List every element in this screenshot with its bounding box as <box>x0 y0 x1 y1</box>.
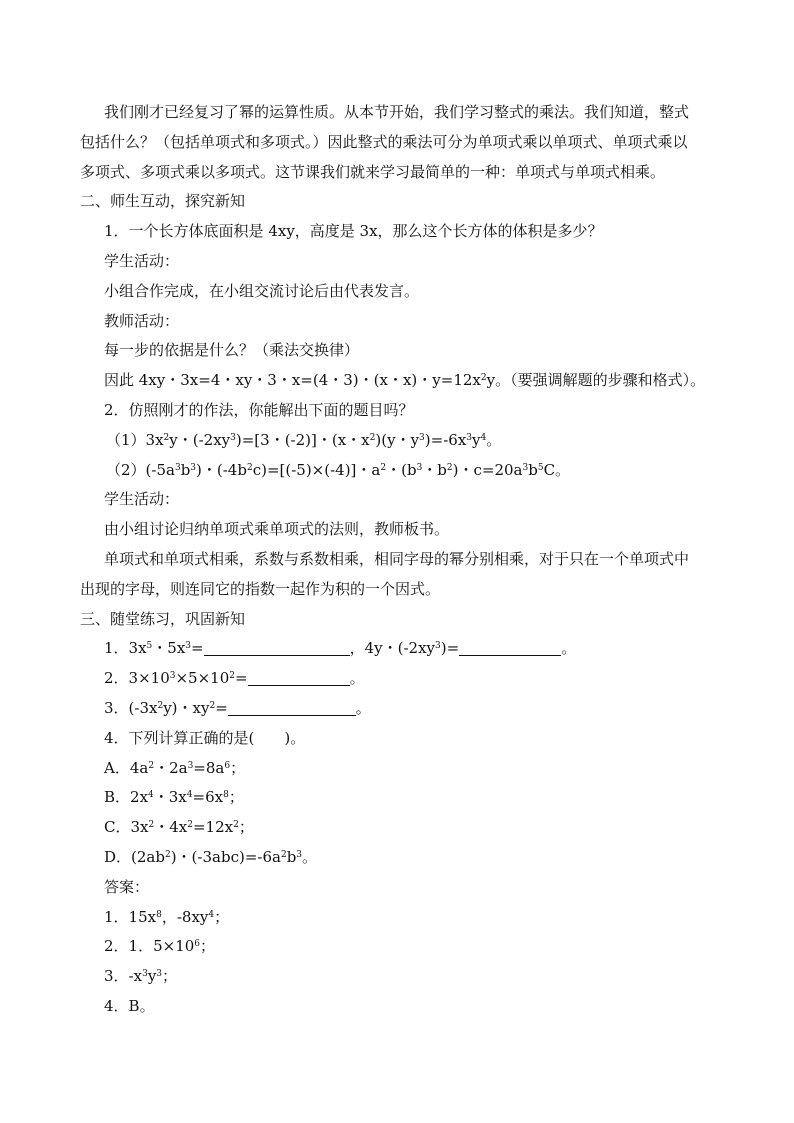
question-2: 2．仿照刚才的作法，你能解出下面的题目吗？ <box>104 400 414 419</box>
expr-part: ・3x <box>153 788 187 807</box>
exponent: 3 <box>169 671 176 682</box>
therefore-equation-part: y。（要强调解题的步骤和格式）。 <box>486 371 706 390</box>
section-2-heading: 二、师生互动，探究新知 <box>80 192 246 211</box>
expr-part: )(y・y <box>375 430 420 449</box>
rule-line-2: 出现的字母，则连同它的指数一起作为积的一个因式。 <box>80 579 441 598</box>
expr-part: )=-6x <box>424 430 467 449</box>
expr-part: ； <box>230 758 246 777</box>
expr-part: 3．(-3x <box>104 698 158 717</box>
expr-part: )=[3・(-2)]・(x・x <box>235 430 370 449</box>
intro-line-1: 我们刚才已经复习了幂的运算性质。从本节开始，我们学习整式的乘法。我们知道，整式 <box>104 103 690 121</box>
exponent: 3 <box>435 641 441 652</box>
expr-part: y)・xy <box>163 698 210 717</box>
exponent: 2 <box>280 849 287 860</box>
option-b <box>80 783 730 813</box>
answer-blank[interactable] <box>459 641 561 656</box>
expr-part: ； <box>200 937 216 956</box>
exponent: 2 <box>163 432 170 443</box>
exponent: 2 <box>446 462 453 473</box>
expr-part: 2．3×10 <box>104 669 170 688</box>
expr-part: = <box>191 639 204 658</box>
student-activity-label: 学生活动： <box>104 251 180 270</box>
expr-part: b <box>286 847 297 866</box>
exponent: 3 <box>156 969 163 980</box>
student-activity-text: 由小组讨论归纳单项式乘单项式的法则，教师板书。 <box>104 520 450 539</box>
teacher-activity-label: 教师活动： <box>104 311 180 330</box>
answer-4: 4．B。 <box>104 996 155 1015</box>
expr-part: y・(-2xy <box>169 430 231 449</box>
exponent: 3 <box>296 849 303 860</box>
question-1: 1．一个长方体底面积是 4xy，高度是 3x，那么这个长方体的体积是多少？ <box>104 222 603 241</box>
answer-1 <box>80 903 730 933</box>
answer-3 <box>80 962 730 992</box>
expr-part: （1）3x <box>106 430 164 449</box>
expr-part: ・2a <box>154 758 188 777</box>
exponent: 3 <box>187 760 194 771</box>
exponent: 2 <box>233 820 239 831</box>
exponent: 2 <box>480 373 487 384</box>
expr-part: 1．3x <box>104 639 147 658</box>
expr-part: = <box>235 669 248 688</box>
practice-3 <box>80 694 730 724</box>
answer-2 <box>80 932 730 962</box>
exponent: 2 <box>229 671 235 682</box>
exponent: 3 <box>174 462 181 473</box>
expr-part: ・5x <box>152 639 186 658</box>
expr-part: b <box>180 460 191 479</box>
exponent: 4 <box>208 909 215 920</box>
practice-1 <box>80 634 730 664</box>
exponent: 3 <box>419 432 425 443</box>
expr-part: ×5×10 <box>175 669 230 688</box>
expr-part: 。 <box>355 698 371 717</box>
exponent: 2 <box>369 432 376 443</box>
expr-part: y <box>147 967 157 986</box>
expr-part: A．4a <box>104 758 149 777</box>
expr-part: )・(-3abc)=-6a <box>170 847 281 866</box>
option-c <box>80 813 730 843</box>
student-activity-label: 学生活动： <box>104 490 180 509</box>
exponent: 6 <box>224 760 231 771</box>
expr-part: C。 <box>543 460 571 479</box>
expr-part: ・4x <box>154 818 188 837</box>
exponent: 2 <box>148 760 155 771</box>
rule-line-1: 单项式和单项式相乘，系数与系数相乘，相同字母的幂分别相乘，对于只在一个单项式中 <box>104 549 690 568</box>
exponent: 4 <box>186 790 193 801</box>
answers-label: 答案： <box>104 877 150 896</box>
expr-part: = <box>215 698 228 717</box>
expr-part: 。 <box>349 669 365 688</box>
practice-4: 4．下列计算正确的是( )。 <box>104 728 306 747</box>
exponent: 2 <box>157 700 164 711</box>
document-page <box>80 98 730 1022</box>
exponent: 3 <box>190 462 197 473</box>
expr-part: )・(-4b <box>196 460 247 479</box>
example-1 <box>80 426 730 456</box>
expr-part: （2）(-5a <box>106 460 175 479</box>
therefore-equation-part: 因此 4xy・3x=4・xy・3・x=(4・3)・(x・x)・y=12x <box>104 371 481 390</box>
exponent: 5 <box>146 641 153 652</box>
exponent: 2 <box>246 462 253 473</box>
therefore-equation <box>80 366 730 396</box>
student-activity-text: 小组合作完成，在小组交流讨论后由代表发言。 <box>104 281 420 300</box>
expr-part: ； <box>228 788 244 807</box>
expr-part: B．2x <box>104 788 149 807</box>
expr-part: ・b <box>422 460 447 479</box>
expr-part: =6x <box>192 788 224 807</box>
exponent: 2 <box>164 849 171 860</box>
expr-part: 。 <box>302 847 318 866</box>
exponent: 4 <box>148 790 154 801</box>
exponent: 3 <box>466 432 473 443</box>
example-2 <box>80 456 730 486</box>
expr-part: ； <box>162 967 178 986</box>
expr-part: ，4y・(-2xy <box>349 639 436 658</box>
exponent: 6 <box>194 939 201 950</box>
exponent: 3 <box>185 641 192 652</box>
exponent: 5 <box>537 462 544 473</box>
expr-part: )・c=20a <box>452 460 523 479</box>
intro-line-2: 包括什么？（包括单项式和多项式。）因此整式的乘法可分为单项式乘以单项式、单项式乘以 <box>80 132 688 151</box>
expr-part: ； <box>238 818 254 837</box>
expr-part: ・(b <box>386 460 417 479</box>
expr-part: ，-8xy <box>161 907 209 926</box>
expr-part: C．3x <box>104 818 149 837</box>
expr-part: =12x <box>192 818 234 837</box>
expr-part: 。 <box>486 430 502 449</box>
expr-part: b <box>528 460 538 479</box>
exponent: 4 <box>480 432 487 443</box>
expr-part: ； <box>214 907 230 926</box>
exponent: 2 <box>187 820 193 831</box>
exponent: 2 <box>209 700 216 711</box>
expr-part: 3．-x <box>104 967 143 986</box>
exponent: 2 <box>148 820 155 831</box>
expr-part: c)=[(-5)×(-4)]・a <box>252 460 381 479</box>
expr-part: )= <box>440 639 460 658</box>
expr-part: 1．15x <box>104 907 157 926</box>
practice-2 <box>80 664 730 694</box>
option-d <box>80 843 730 873</box>
option-a <box>80 754 730 784</box>
answer-blank[interactable] <box>228 701 356 716</box>
exponent: 3 <box>522 462 529 473</box>
expr-part: y <box>472 430 481 449</box>
exponent: 8 <box>156 909 162 920</box>
section-3-heading: 三、随堂练习，巩固新知 <box>80 609 246 628</box>
expr-part: =8a <box>193 758 225 777</box>
exponent: 3 <box>142 969 148 980</box>
expr-part: D．(2ab <box>104 847 165 866</box>
intro-line-3: 多项式、多项式乘以多项式。这节课我们就来学习最简单的一种：单项式与单项式相乘。 <box>80 162 666 181</box>
exponent: 3 <box>230 432 236 443</box>
exponent: 8 <box>223 790 229 801</box>
exponent: 2 <box>380 462 387 473</box>
exponent: 3 <box>416 462 423 473</box>
answer-blank[interactable] <box>248 671 350 686</box>
answer-blank[interactable] <box>204 641 350 656</box>
teacher-activity-text: 每一步的依据是什么？（乘法交换律） <box>104 341 360 360</box>
expr-part: 。 <box>561 639 577 658</box>
expr-part: 2．1．5×10 <box>104 937 195 956</box>
